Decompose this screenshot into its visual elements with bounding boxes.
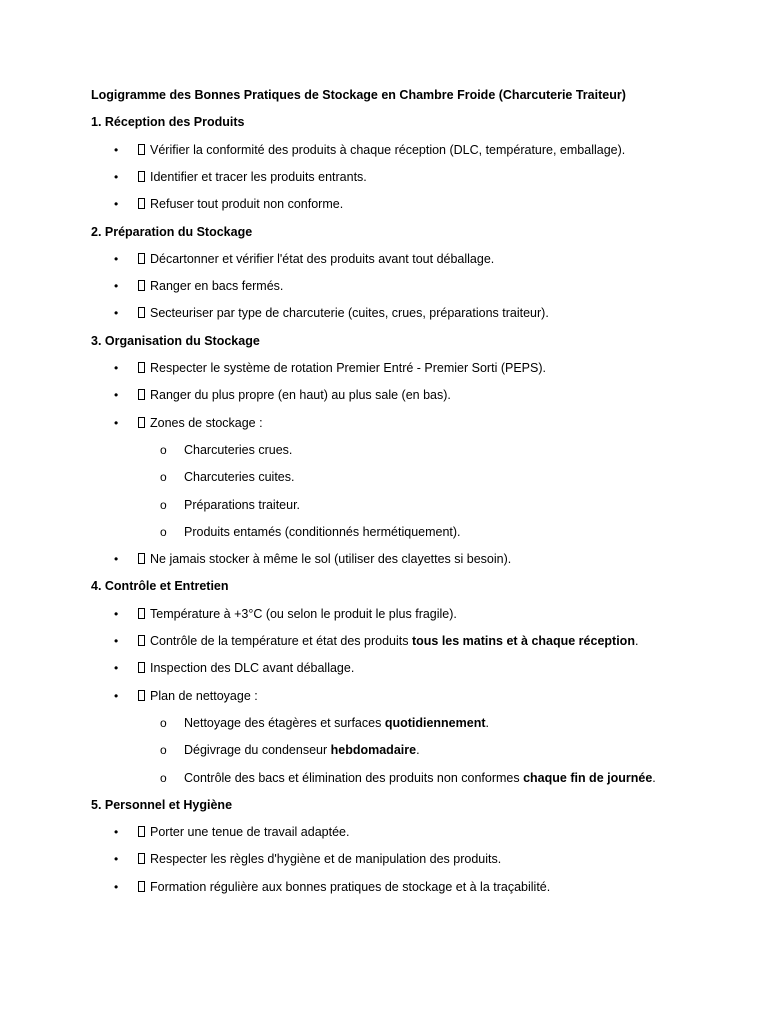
item-text: Respecter les règles d'hygiène et de manipulation des produits. xyxy=(150,852,502,867)
bullet-marker: • xyxy=(114,606,119,621)
sub-bullet-marker: o xyxy=(160,497,167,512)
item-text: Porter une tenue de travail adaptée. xyxy=(150,825,350,840)
bullet-marker: • xyxy=(114,306,119,321)
bullet-marker: • xyxy=(114,361,119,375)
checkbox-icon xyxy=(138,881,145,892)
item-text: Contrôle de la température et état des produits xyxy=(150,634,412,648)
item-text-end: . xyxy=(652,770,656,785)
item-text: Refuser tout produit non conforme. xyxy=(150,197,344,212)
sub-bullet-marker: o xyxy=(160,470,167,485)
item-text: Charcuteries cuites. xyxy=(184,470,295,485)
checkbox-icon xyxy=(138,690,145,701)
bullet-marker: • xyxy=(114,661,119,676)
item-text-end: . xyxy=(485,715,489,730)
item-text: Charcuteries crues. xyxy=(184,442,293,457)
checkbox-icon xyxy=(138,662,145,673)
item-text: Dégivrage du condenseur xyxy=(184,743,331,758)
sub-list-item xyxy=(184,742,420,758)
item-emphasis: hebdomadaire xyxy=(330,743,417,758)
item-text: Produits entamés (conditionnés hermétiquement). xyxy=(184,524,461,539)
checkbox-icon xyxy=(138,853,145,864)
item-emphasis: chaque fin de journée xyxy=(523,770,653,785)
list-item xyxy=(138,169,367,185)
sub-bullet-marker: o xyxy=(160,524,167,539)
item-text: Ranger en bacs fermés. xyxy=(150,279,284,294)
list-item xyxy=(138,251,494,267)
sub-list-item xyxy=(184,442,292,458)
list-item xyxy=(138,879,550,895)
checkbox-icon xyxy=(138,553,145,564)
bullet-marker: • xyxy=(114,197,119,212)
item-text-end: . xyxy=(416,743,420,758)
list-item xyxy=(138,551,511,567)
item-text: Identifier et tracer les produits entrants. xyxy=(150,169,367,184)
checkbox-icon xyxy=(138,389,145,400)
item-emphasis: tous les matins et à chaque réception xyxy=(411,634,635,648)
item-text-end: . xyxy=(634,634,639,648)
item-text: Plan de nettoyage : xyxy=(150,688,258,703)
checkbox-icon xyxy=(138,635,145,646)
sub-list-item xyxy=(184,524,461,540)
checkbox-icon xyxy=(138,826,145,837)
item-emphasis: quotidiennement xyxy=(384,715,486,730)
checkbox-icon xyxy=(138,362,145,373)
checkbox-icon xyxy=(138,608,145,619)
item-text: Respecter le système de rotation Premier Entré - Premier Sorti (PEPS). xyxy=(150,361,546,375)
item-text: Ne jamais stocker à même le sol (utiliser des clayettes si besoin). xyxy=(150,552,512,567)
list-item xyxy=(138,824,349,840)
checkbox-icon xyxy=(138,144,145,155)
list-item xyxy=(138,142,625,158)
section-heading: 1. Réception des Produits xyxy=(91,115,245,130)
sub-list-item xyxy=(184,770,656,786)
bullet-marker: • xyxy=(114,552,119,567)
sub-bullet-marker: o xyxy=(160,770,167,785)
list-item xyxy=(138,360,546,376)
item-text: Inspection des DLC avant déballage. xyxy=(150,661,355,676)
sub-list-item xyxy=(184,497,300,513)
section-heading: 5. Personnel et Hygiène xyxy=(91,797,233,812)
section-heading: 4. Contrôle et Entretien xyxy=(91,579,229,594)
checkbox-icon xyxy=(138,417,145,428)
bullet-marker: • xyxy=(114,169,119,184)
bullet-marker: • xyxy=(114,634,119,648)
item-text: Secteuriser par type de charcuterie (cuites, crues, préparations traiteur). xyxy=(150,306,549,321)
section-heading: 2. Préparation du Stockage xyxy=(91,224,253,239)
bullet-marker: • xyxy=(114,688,119,703)
list-item xyxy=(138,196,343,212)
bullet-marker: • xyxy=(114,825,119,840)
item-text: Préparations traiteur. xyxy=(184,497,301,512)
section-heading: 3. Organisation du Stockage xyxy=(91,333,260,348)
sub-list-item xyxy=(184,715,489,731)
sub-bullet-marker: o xyxy=(160,442,167,457)
list-item xyxy=(138,688,258,704)
bullet-marker: • xyxy=(114,388,119,403)
checkbox-icon xyxy=(138,171,145,182)
list-item xyxy=(138,633,638,649)
item-text: Formation régulière aux bonnes pratiques de stockage et à la traçabilité. xyxy=(150,879,551,894)
item-text: Vérifier la conformité des produits à chaque réception (DLC, température, emballage). xyxy=(150,142,626,157)
checkbox-icon xyxy=(138,307,145,318)
bullet-marker: • xyxy=(114,251,119,266)
item-text: Ranger du plus propre (en haut) au plus sale (en bas). xyxy=(150,388,451,403)
document-title: Logigramme des Bonnes Pratiques de Stockage en Chambre Froide (Charcuterie Traiteur) xyxy=(91,88,626,102)
bullet-marker: • xyxy=(114,279,119,294)
item-text: Température à +3°C (ou selon le produit le plus fragile). xyxy=(150,606,457,621)
checkbox-icon xyxy=(138,280,145,291)
list-item xyxy=(138,415,263,431)
list-item xyxy=(138,851,501,867)
sub-bullet-marker: o xyxy=(160,715,167,730)
list-item xyxy=(138,606,457,622)
list-item xyxy=(138,660,354,676)
list-item xyxy=(138,278,283,294)
bullet-marker: • xyxy=(114,142,119,157)
bullet-marker: • xyxy=(114,879,119,894)
checkbox-icon xyxy=(138,198,145,209)
list-item xyxy=(138,387,451,403)
item-text: Zones de stockage : xyxy=(150,415,263,430)
item-text: Décartonner et vérifier l'état des produits avant tout déballage. xyxy=(150,251,495,266)
bullet-marker: • xyxy=(114,852,119,867)
bullet-marker: • xyxy=(114,415,119,430)
sub-bullet-marker: o xyxy=(160,743,167,758)
checkbox-icon xyxy=(138,253,145,264)
list-item xyxy=(138,305,549,321)
sub-list-item xyxy=(184,469,294,485)
item-text: Contrôle des bacs et élimination des produits non conformes xyxy=(184,770,524,785)
item-text: Nettoyage des étagères et surfaces xyxy=(184,715,385,730)
